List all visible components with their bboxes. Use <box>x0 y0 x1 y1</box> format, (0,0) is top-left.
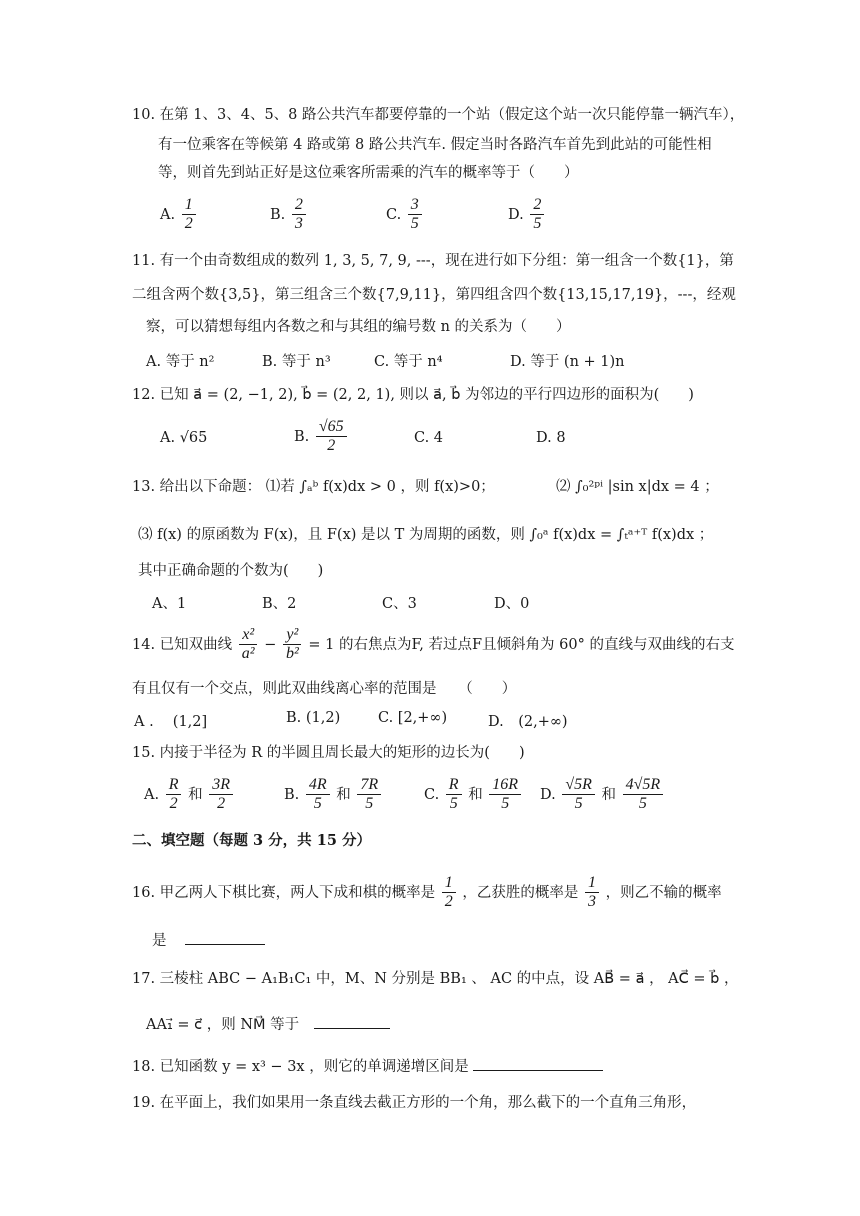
q13-option-d: D、0 <box>494 596 530 612</box>
q10-option-a: A. $\frac{1}{2}$ <box>160 196 198 234</box>
q11-option-c: C. 等于 n⁴ <box>374 354 443 370</box>
q17-line-1: 17. 三棱柱 ABC − A₁B₁C₁ 中，M、N 分别是 BB₁ 、 AC 的中点，设 AB⃗ = a⃗ ， AC⃗ = b⃗ ， <box>132 971 739 987</box>
q14-line-1: 14. 已知双曲线 $\frac{\text{x²}}{\text{a²}}$ − $\frac{\text{y²}}{\text{b²}}$ = 1 的右焦点为F, 若过点F且倾斜角为 60° 的直线与双曲线的右支 <box>132 626 735 663</box>
q18-answer-blank[interactable] <box>473 1056 603 1071</box>
q13-line-1b: ⑵ ∫₀²ᵖⁱ |sin x|dx = 4 ； <box>556 479 719 495</box>
q10-option-b: B. $\frac{2}{3}$ <box>270 196 308 234</box>
q17-line-2: AA₁⃗ = c⃗ ，则 NM⃗ 等于 <box>146 1014 390 1034</box>
q14-option-d: D. (2,+∞) <box>488 714 568 730</box>
q13-option-c: C、3 <box>382 596 417 612</box>
q12-option-c: C. 4 <box>414 430 444 446</box>
q11-line-2: 二组含两个数{3,5}，第三组含三个数{7,9,11}，第四组含四个数{13,15,17,19}，---，经观 <box>132 287 736 303</box>
q15-line-1: 15. 内接于半径为 R 的半圆且周长最大的矩形的边长为( ) <box>132 745 525 761</box>
q12-option-d: D. 8 <box>536 430 566 446</box>
q11-option-a: A. 等于 n² <box>146 354 215 370</box>
q15-option-c: C. $\frac{R}{5}$ 和 $\frac{16R}{5}$ <box>424 776 523 814</box>
section-heading: 二、填空题（每题 3 分，共 15 分） <box>132 832 371 849</box>
q11-line-3: 察，可以猜想每组内各数之和与其组的编号数 n 的关系为（ ） <box>146 319 571 335</box>
q15-option-a: A. $\frac{R}{2}$ 和 $\frac{3R}{2}$ <box>144 776 235 814</box>
q12-option-b: B. $\frac{√65}{2}$ <box>294 418 349 456</box>
q10-line-1: 10. 在第 1、3、4、5、8 路公共汽车都要停靠的一个站（假定这个站一次只能停靠一辆汽车）， <box>132 107 745 123</box>
q10-line-3: 等，则首先到站正好是这位乘客所需乘的汽车的概率等于（ ） <box>158 165 579 181</box>
q12-line-1: 12. 已知 a⃗ = (2, −1, 2), b⃗ = (2, 2, 1), 则以 a⃗, b⃗ 为邻边的平行四边形的面积为( ) <box>132 387 694 403</box>
q17-answer-blank[interactable] <box>314 1014 390 1029</box>
q14-option-c: C. [2,+∞) <box>378 710 448 726</box>
q16-answer-blank[interactable] <box>185 930 265 945</box>
q11-option-d: D. 等于 (n + 1)n <box>510 354 625 370</box>
q15-option-d: D. $\frac{√5R}{5}$ 和 $\frac{4√5R}{5}$ <box>540 776 665 814</box>
q18-line-1: 18. 已知函数 y = x³ − 3x ，则它的单调递增区间是 <box>132 1056 603 1076</box>
q11-line-1: 11. 有一个由奇数组成的数列 1, 3, 5, 7, 9, ---，现在进行如下分组：第一组含一个数{1}，第 <box>132 253 734 269</box>
q13-line-2: ⑶ f(x) 的原函数为 F(x)，且 F(x) 是以 T 为周期的函数，则 ∫₀ᵃ f(x)dx = ∫ₜᵃ⁺ᵀ f(x)dx ； <box>138 527 714 543</box>
q13-option-b: B、2 <box>262 596 297 612</box>
q10-line-2: 有一位乘客在等候第 4 路或第 8 路公共汽车. 假定当时各路汽车首先到此站的可能性相 <box>158 137 712 153</box>
q16-line-2: 是 <box>152 930 265 950</box>
q12-option-a: A. √65 <box>160 430 208 446</box>
q14-line-2: 有且仅有一个交点，则此双曲线离心率的范围是 （ ） <box>132 681 517 697</box>
q13-option-a: A、1 <box>152 596 187 612</box>
q13-line-3: 其中正确命题的个数为( ) <box>138 563 324 579</box>
q14-option-b: B. (1,2) <box>286 710 341 726</box>
q16-line-1: 16. 甲乙两人下棋比赛，两人下成和棋的概率是 $\frac{1}{2}$ ，乙获胜的概率是 $\frac{1}{3}$ ，则乙不输的概率 <box>132 874 722 911</box>
q15-option-b: B. $\frac{4R}{5}$ 和 $\frac{7R}{5}$ <box>284 776 383 814</box>
q13-line-1a: 13. 给出以下命题： ⑴若 ∫ₐᵇ f(x)dx > 0 ，则 f(x)>0； <box>132 479 495 495</box>
q10-option-d: D. $\frac{2}{5}$ <box>508 196 546 234</box>
q11-option-b: B. 等于 n³ <box>262 354 331 370</box>
q19-line-1: 19. 在平面上，我们如果用一条直线去截正方形的一个角，那么截下的一个直角三角形， <box>132 1095 697 1111</box>
q14-option-a: A . (1,2] <box>134 714 208 730</box>
q10-option-c: C. $\frac{3}{5}$ <box>386 196 424 234</box>
